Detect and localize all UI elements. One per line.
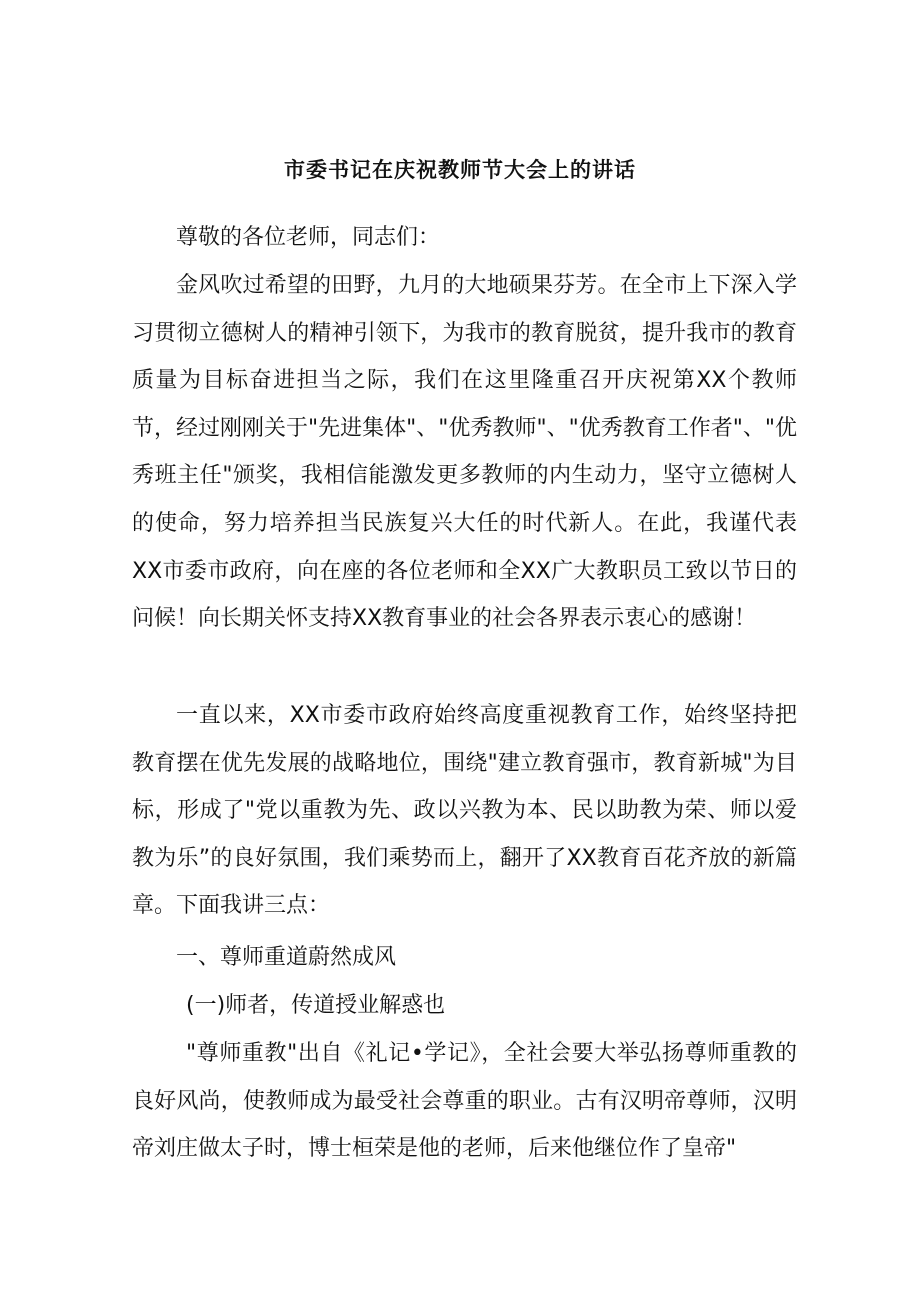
paragraph-3-text: "尊师重教"出自《礼记•学记》，全社会要大举弘扬尊师重教的良好风尚，使教师成为最受社会尊重的职业。古有汉明帝尊师，汉明帝刘庄做太子时，博士桓荣是他的老师，后来他继位作了皇帝" [132,1041,797,1162]
subsection-heading-1 [132,982,797,1030]
greeting-line [132,214,797,262]
paragraph-1 [132,262,797,643]
subsection-heading-1-text: (一)师者，传道授业解惑也 [186,993,446,1018]
section-heading-1 [132,934,797,982]
paragraph-2-text: 一直以来，XX市委市政府始终高度重视教育工作，始终坚持把教育摆在优先发展的战略地位，围绕"建立教育强市，教育新城"为目标，形成了"党以重教为先、政以兴教为本、民以助教为荣、师以爱教为乐”的良好氛围，我们乘势而上，翻开了XX教育百花齐放的新篇章。下面我讲三点： [132,703,797,919]
paragraph-3 [132,1030,797,1173]
document-title: 市委书记在庆祝教师节大会上的讲话 [284,158,636,182]
greeting-text: 尊敬的各位老师，同志们： [176,225,441,250]
section-heading-1-text: 一、尊师重道蔚然成风 [176,945,397,970]
paragraph-2 [132,692,797,930]
paragraph-1-text: 金风吹过希望的田野，九月的大地硕果芬芳。在全市上下深入学习贯彻立德树人的精神引领下，为我市的教育脱贫，提升我市的教育质量为目标奋进担当之际，我们在这里隆重召开庆祝第XX个教师节，经过刚刚关于"先进集体"、"优秀教师"、"优秀教育工作者"、"优秀班主任"颁奖，我相信能激发更多教师的内生动力，坚守立德树人的使命，努力培养担当民族复兴大任的时代新人。在此，我谨代表XX市委市政府，向在座的各位老师和全XX广大教职员工致以节日的问候！向长期关怀支持XX教育事业的社会各界表示衷心的感谢！ [132,273,797,632]
